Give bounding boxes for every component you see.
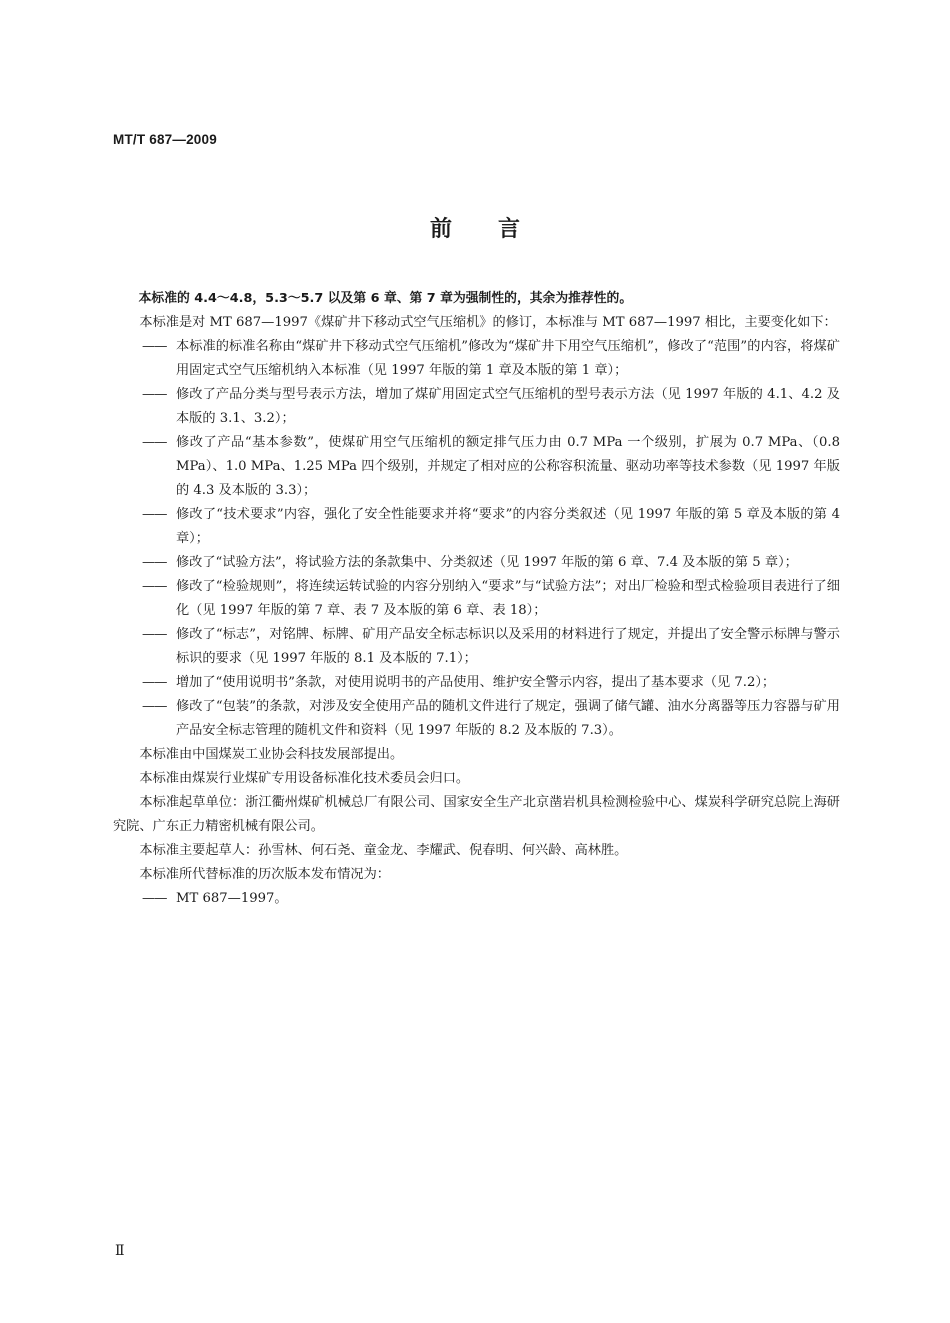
drafting-units-paragraph: 本标准起草单位：浙江衢州煤矿机械总厂有限公司、国家安全生产北京凿岩机具检测检验中心、煤炭科学研究总院上海研究院、广东正力精密机械有限公司。 <box>113 795 840 834</box>
list-item <box>113 671 840 695</box>
dash-marker: —— <box>142 555 167 570</box>
change-text: 修改了产品分类与型号表示方法，增加了煤矿用固定式空气压缩机的型号表示方法（见 1997 年版的 4.1、4.2 及本版的 3.1、3.2）； <box>176 387 840 426</box>
list-item <box>113 623 840 671</box>
page-title: 前言 <box>429 217 566 242</box>
drafters-paragraph: 本标准主要起草人：孙雪林、何石尧、童金龙、李耀武、倪春明、何兴龄、高林胜。 <box>139 843 628 858</box>
list-item <box>113 335 840 383</box>
history-intro-paragraph: 本标准所代替标准的历次版本发布情况为： <box>139 867 390 882</box>
change-text: 修改了“试验方法”，将试验方法的条款集中、分类叙述（见 1997 年版的第 6 章、7.4 及本版的第 5 章）； <box>176 555 798 570</box>
proposed-by-paragraph: 本标准由中国煤炭工业协会科技发展部提出。 <box>139 747 404 762</box>
list-item <box>113 551 840 575</box>
list-item <box>113 695 840 743</box>
dash-marker: —— <box>142 507 167 522</box>
dash-marker: —— <box>142 579 167 594</box>
list-item <box>113 503 840 551</box>
list-item <box>113 575 840 623</box>
dash-marker: —— <box>142 675 167 690</box>
list-item <box>113 383 840 431</box>
centralized-by-paragraph: 本标准由煤炭行业煤矿专用设备标准化技术委员会归口。 <box>139 771 470 786</box>
foreword-body <box>113 287 840 911</box>
dash-marker: —— <box>142 699 167 714</box>
change-text: 修改了“标志”，对铭牌、标牌、矿用产品安全标志标识以及采用的材料进行了规定，并提出了安全警示标牌与警示标识的要求（见 1997 年版的 8.1 及本版的 7.1）； <box>176 627 840 666</box>
dash-marker: —— <box>142 891 167 906</box>
change-text: 修改了“包装”的条款，对涉及安全使用产品的随机文件进行了规定，强调了储气罐、油水分离器等压力容器与矿用产品安全标志管理的随机文件和资料（见 1997 年版的 8.2 及本版的 7.3）。 <box>176 699 840 738</box>
change-text: 增加了“使用说明书”条款，对使用说明书的产品使用、维护安全警示内容，提出了基本要求（见 7.2）； <box>176 675 776 690</box>
history-item <box>113 887 840 911</box>
page-number: Ⅱ <box>115 1243 125 1259</box>
dash-marker: —— <box>142 435 167 450</box>
revision-paragraph: 本标准是对 MT 687—1997《煤矿井下移动式空气压缩机》的修订，本标准与 MT 687—1997 相比，主要变化如下： <box>139 315 837 330</box>
list-item <box>113 431 840 503</box>
change-text: 修改了产品“基本参数”，使煤矿用空气压缩机的额定排气压力由 0.7 MPa 一个级别，扩展为 0.7 MPa、（0.8 MPa）、1.0 MPa、1.25 MPa 四个级别，并规定了相对应的公称容积流量、驱动功率等技术参数（见 1997 年版的 4.3 及本版的 3.3）； <box>176 435 840 498</box>
dash-marker: —— <box>142 387 167 402</box>
change-text: 本标准的标准名称由“煤矿井下移动式空气压缩机”修改为“煤矿井下用空气压缩机”，修改了“范围”的内容，将煤矿用固定式空气压缩机纳入本标准（见 1997 年版的第 1 章及本版的第 1 章）； <box>176 339 840 378</box>
changes-list <box>113 335 840 743</box>
dash-marker: —— <box>142 627 167 642</box>
dash-marker: —— <box>142 339 167 354</box>
mandatory-statement: 本标准的 4.4～4.8，5.3～5.7 以及第 6 章、第 7 章为强制性的，其余为推荐性的。 <box>138 291 633 306</box>
change-text: 修改了“检验规则”，将连续运转试验的内容分别纳入“要求”与“试验方法”；对出厂检验和型式检验项目表进行了细化（见 1997 年版的第 7 章、表 7 及本版的第 6 章、表 18）； <box>176 579 840 618</box>
change-text: 修改了“技术要求”内容，强化了安全性能要求并将“要求”的内容分类叙述（见 1997 年版的第 5 章及本版的第 4 章）； <box>176 507 840 546</box>
history-text: MT 687—1997。 <box>176 891 288 906</box>
standard-code: MT/T 687—2009 <box>113 132 217 147</box>
